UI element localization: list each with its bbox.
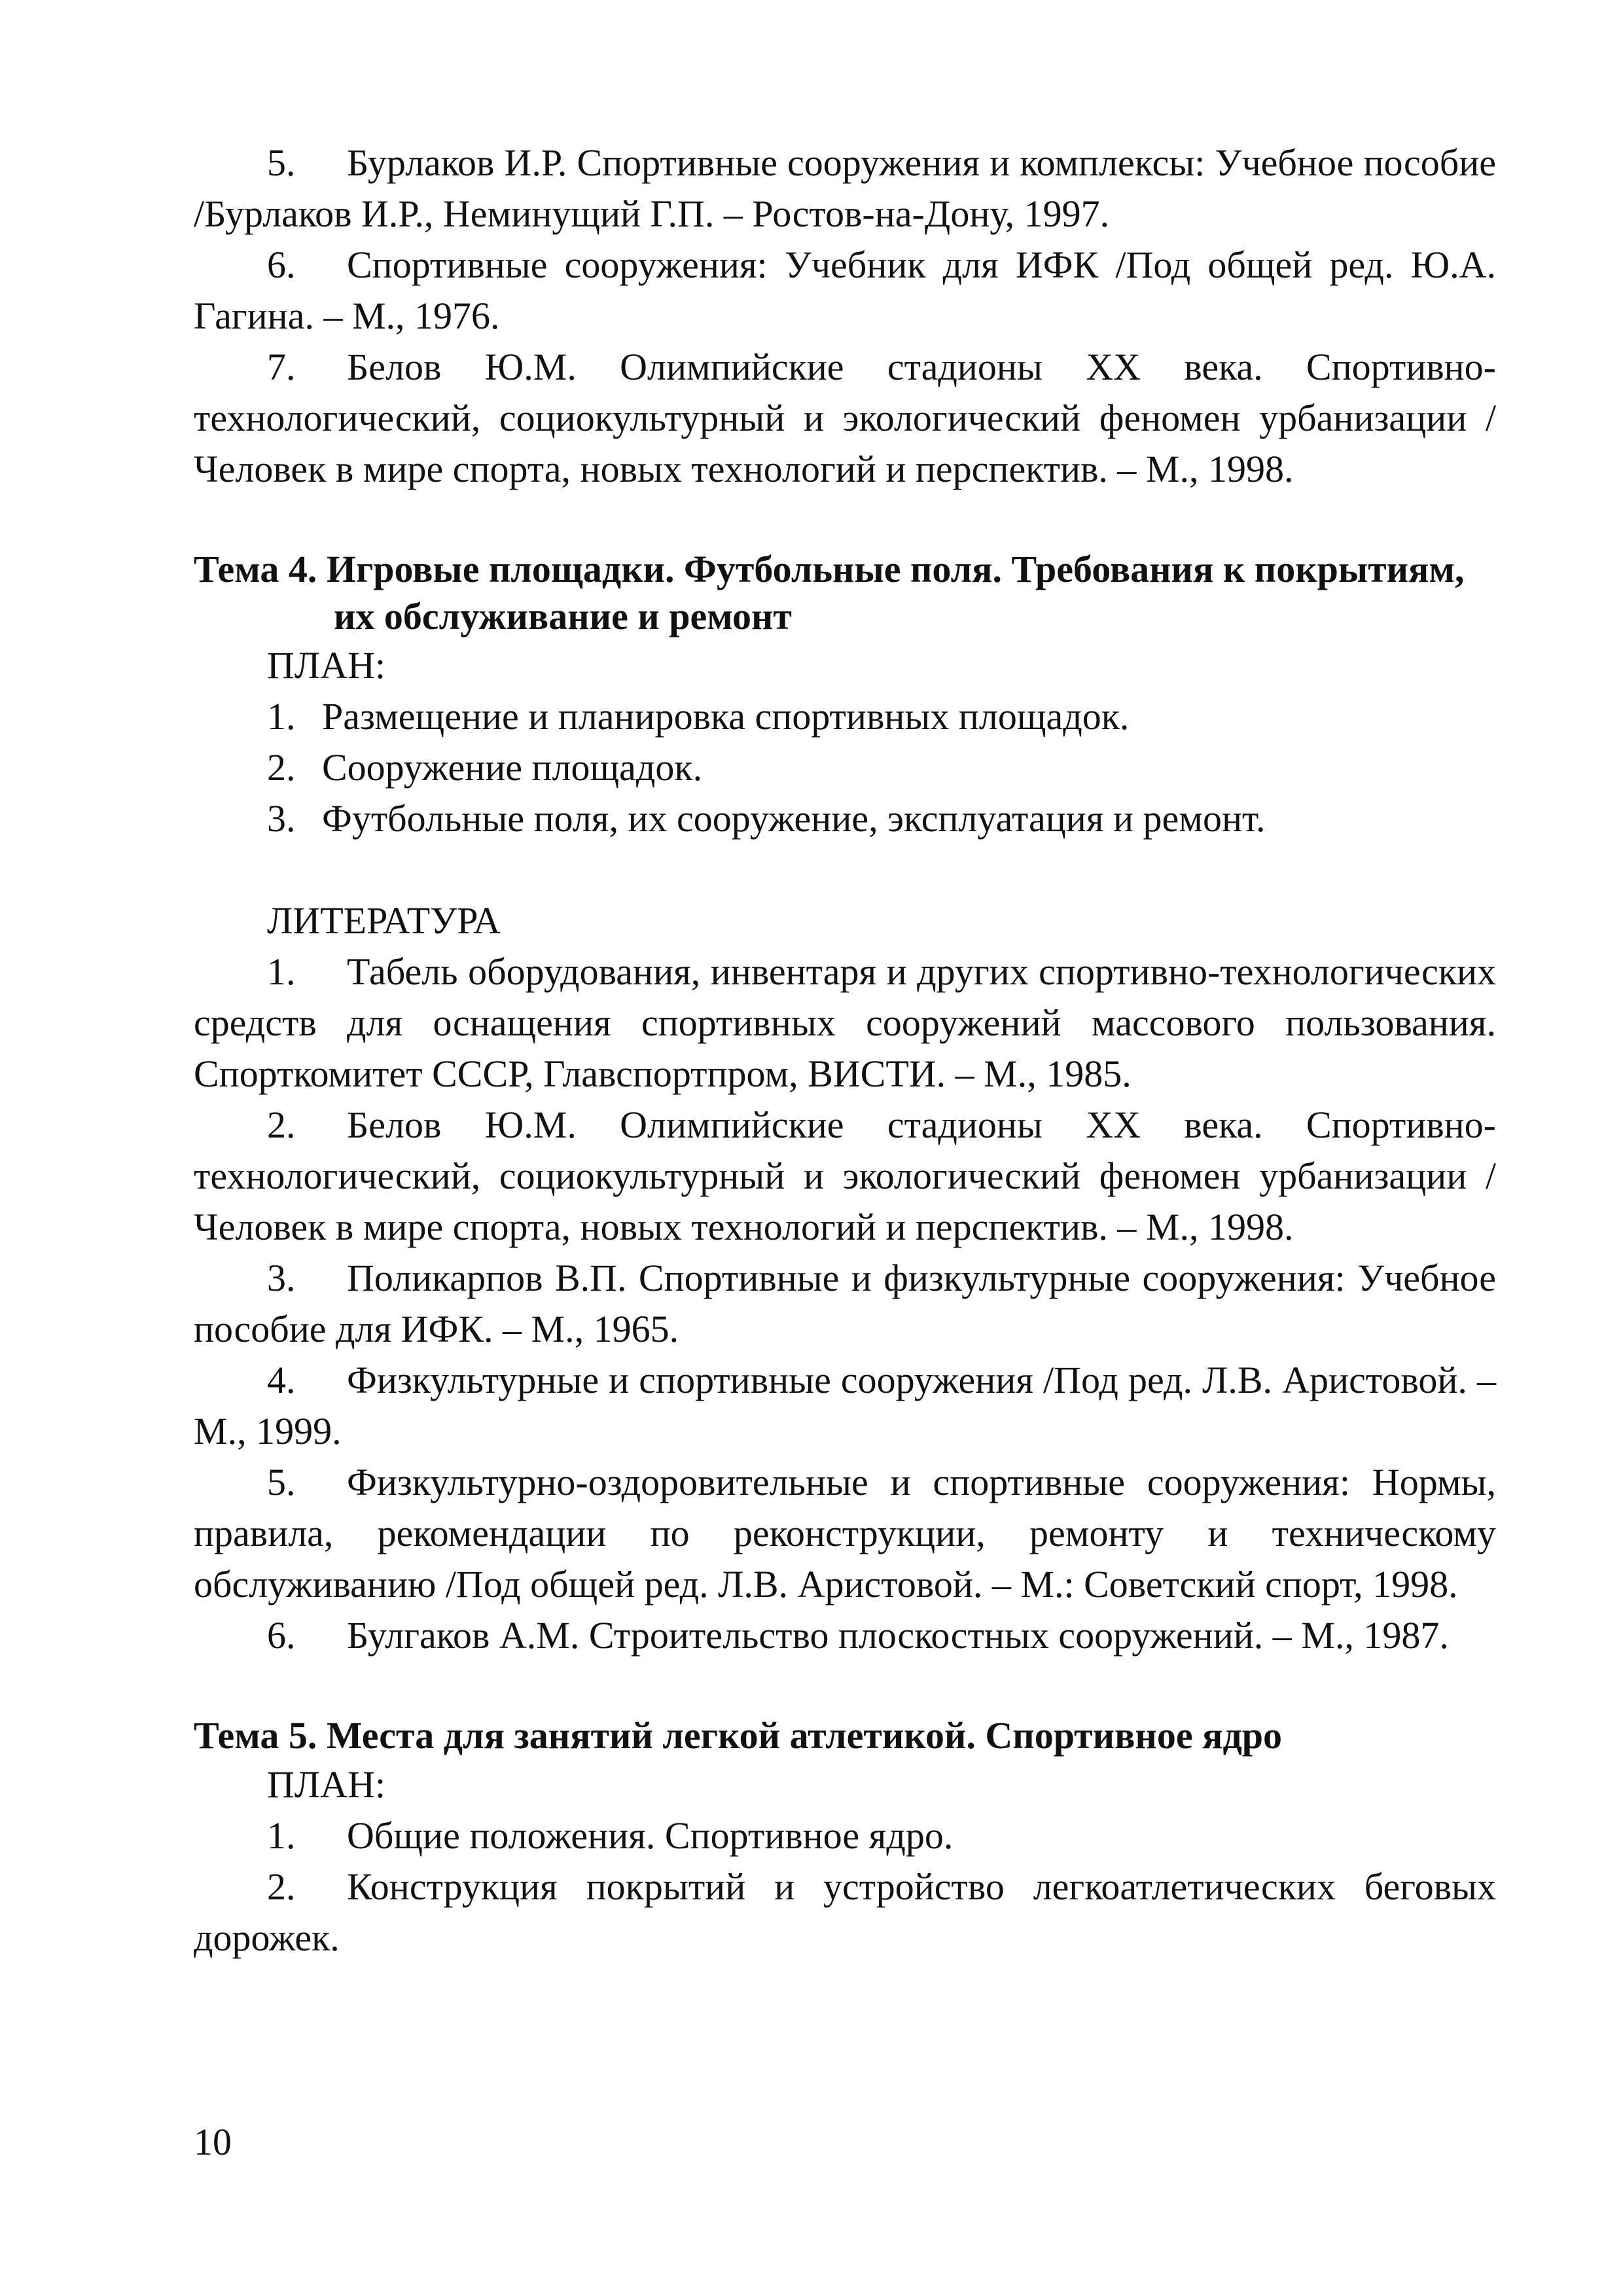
reference-number: 5. [267,141,296,184]
reference-text: Белов Ю.М. Олимпийские стадионы XX века. Спортивно-технологический, социокультурный и экологический феномен урбанизации /Человек в мире спорта, новых технологий и перспектив. – М., 1998. [194,346,1496,490]
plan-number: 1. [267,1814,296,1857]
topic-5-heading: Тема 5. Места для занятий легкой атлетикой. Спортивное ядро [194,1714,1283,1757]
reference-number: 6. [267,1614,296,1657]
reference-number: 5. [267,1461,296,1503]
topic-4-plan-label: ПЛАН: [267,644,386,687]
reference-item [194,342,1496,495]
reference-item [194,240,1496,342]
reference-text: Бурлаков И.Р. Спортивные сооружения и комплексы: Учебное пособие /Бурлаков И.Р., Неминущий Г.П. – Ростов-на-Дону, 1997. [194,141,1496,235]
reference-item [194,1355,1496,1457]
plan-text: Размещение и планировка спортивных площадок. [322,695,1130,738]
plan-number: 3. [267,797,296,840]
reference-item [194,1253,1496,1355]
reference-number: 1. [267,950,296,993]
document-page [194,137,1496,1964]
plan-number: 1. [267,695,296,738]
reference-item [194,1610,1496,1661]
reference-number: 4. [267,1359,296,1401]
topic-4-literature-list [194,946,1496,1661]
reference-number: 3. [267,1257,296,1299]
plan-text: Сооружение площадок. [322,746,703,789]
reference-item [194,137,1496,240]
top-reference-list [194,137,1496,495]
topic-5-plan-list [194,1810,1496,1964]
plan-item [194,1861,1496,1964]
topic-5-plan-label: ПЛАН: [267,1763,386,1806]
spacer [194,844,1496,895]
plan-number: 2. [267,1865,296,1908]
plan-item [194,691,1496,742]
reference-item [194,1100,1496,1253]
plan-text: Общие положения. Спортивное ядро. [347,1814,954,1857]
plan-item [194,1810,1496,1861]
reference-item [194,946,1496,1100]
plan-item [194,742,1496,793]
spacer [194,1661,1496,1712]
plan-text: Футбольные поля, их сооружение, эксплуатация и ремонт. [322,797,1266,840]
reference-number: 6. [267,243,296,286]
topic-4-literature-label: ЛИТЕРАТУРА [267,899,501,942]
plan-number: 2. [267,746,296,789]
topic-4-plan-list [194,691,1496,844]
plan-text: Конструкция покрытий и устройство легкоатлетических беговых дорожек. [194,1865,1496,1959]
reference-text: Поликарпов В.П. Спортивные и физкультурные сооружения: Учебное пособие для ИФК. – М., 1965. [194,1257,1496,1350]
reference-item [194,1457,1496,1610]
topic-4-heading: Тема 4. Игровые площадки. Футбольные поля. Требования к покрытиям, их обслуживание и ремонт [194,548,1465,637]
reference-text: Булгаков А.М. Строительство плоскостных сооружений. – М., 1987. [347,1614,1449,1657]
reference-text: Физкультурно-оздоровительные и спортивные сооружения: Нормы, правила, рекомендации по реконструкции, ремонту и техническому обслуживанию /Под общей ред. Л.В. Аристовой. – М.: Советский спорт, 1998. [194,1461,1496,1605]
reference-text: Белов Ю.М. Олимпийские стадионы XX века. Спортивно-технологический, социокультурный и экологический феномен урбанизации /Человек в мире спорта, новых технологий и перспектив. – М., 1998. [194,1103,1496,1248]
plan-item [194,793,1496,844]
page-number: 10 [194,2121,232,2163]
reference-number: 2. [267,1103,296,1146]
reference-text: Табель оборудования, инвентаря и других спортивно-технологических средств для оснащения спортивных сооружений массового пользования. Спорткомитет СССР, Главспортпром, ВИСТИ. – М., 1985. [194,950,1496,1095]
reference-text: Физкультурные и спортивные сооружения /Под ред. Л.В. Аристовой. – М., 1999. [194,1359,1496,1452]
reference-text: Спортивные сооружения: Учебник для ИФК /Под общей ред. Ю.А. Гагина. – М., 1976. [194,243,1496,337]
reference-number: 7. [267,346,296,388]
